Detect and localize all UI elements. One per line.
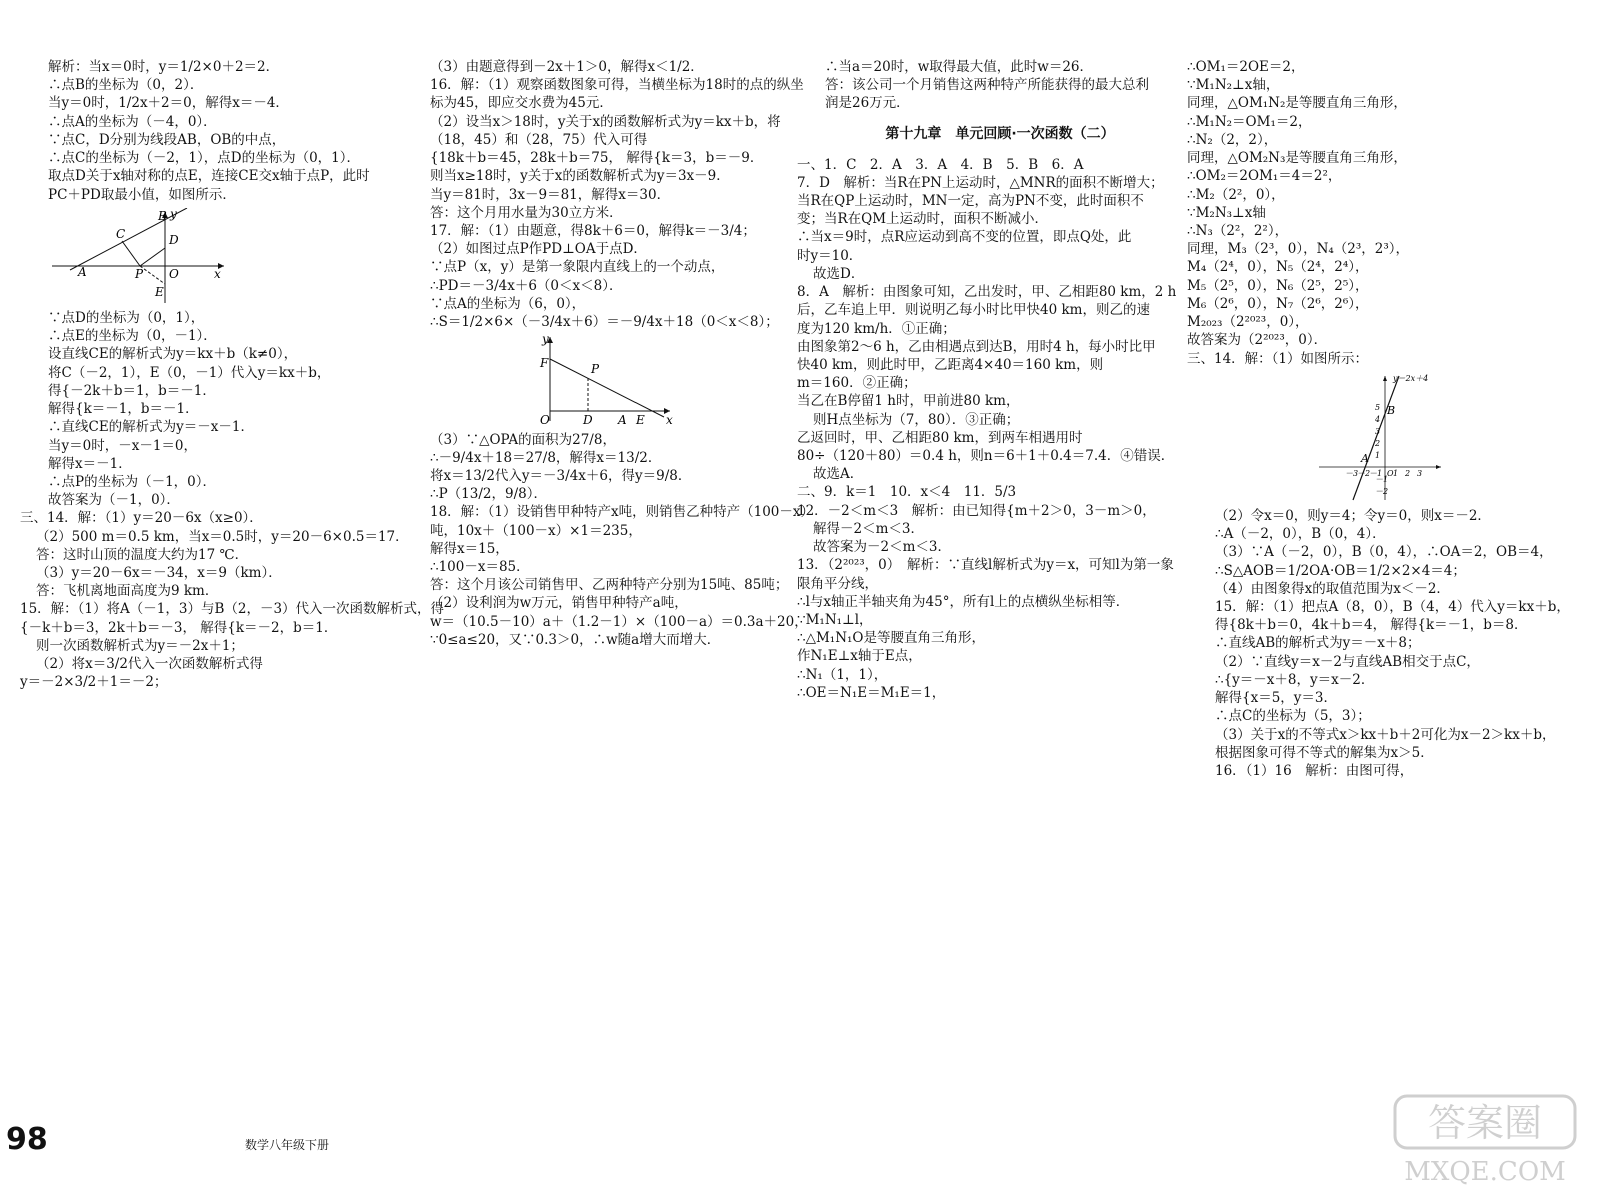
c2-lines-line-7: 当y＝81时，3x－9＝81，解得x＝30． [430, 186, 671, 203]
c2-lines-line-5: {18k＋b＝45，28k＋b＝75， 解得{k＝3，b＝－9． [430, 150, 764, 167]
column-4 [1187, 58, 1585, 780]
c1-lines2-line-10: 故答案为（－1，0）． [48, 492, 180, 509]
c1-lines-line-2: 当y＝0时，1/2x＋2＝0，解得x＝－4． [48, 95, 289, 112]
col2-text-2 [430, 431, 815, 650]
c3-lines2-line-8: 后，乙车追上甲．则说明乙每小时比甲快40 km，则乙的速 [797, 302, 1150, 319]
c1-lines3-line-0: 三、14．解：（1）y＝20－6x（x≥0）． [20, 510, 263, 527]
c4-lines2-line-1: ∴A（－2，0），B（0，4）． [1215, 526, 1386, 543]
c2-lines-line-6: 则当x≥18时，y关于x的函数解析式为y＝3x－9． [430, 168, 730, 185]
c1-lines3-line-5: 15．解：（1）将A（－1，3）与B（2，－3）代入一次函数解析式，得 [20, 601, 445, 618]
c3-lines2-line-23: 限角平分线， [797, 575, 878, 592]
col2-text [430, 58, 804, 331]
fig3-xtick: －2 [1357, 468, 1371, 478]
c2-lines2-line-8: 答：这个月该公司销售甲、乙两种特产分别为15吨、85吨； [430, 577, 789, 594]
c1-lines2-line-3: 将C（－2，1），E（0，－1）代入y＝kx＋b， [48, 364, 331, 381]
c3-lines2-line-15: 乙返回时，甲、乙相距80 km，到两车相遇用时 [797, 429, 1083, 446]
fig1-label-o: O [169, 266, 179, 281]
c2-lines-line-10: （2）如图过点P作PD⊥OA于点D． [430, 241, 647, 258]
c4-lines2-line-10: 解得{x＝5，y＝3． [1215, 690, 1338, 707]
page-number: 98 [6, 1122, 48, 1157]
c1-lines2-line-0: ∵点D的坐标为（0，1）， [48, 309, 205, 326]
c2-lines-line-1: 16．解：（1）观察函数图象可得，当横坐标为18时的点的纵坐 [430, 77, 804, 94]
fig1-label-e: E [155, 284, 164, 299]
c2-lines-line-0: （3）由题意得到－2x＋1＞0，解得x＜1/2． [430, 59, 704, 75]
fig2-label-x: x [666, 413, 673, 426]
col4-text-2 [1215, 507, 1585, 780]
fig2-label-e: E [636, 413, 645, 426]
col1-text-2 [48, 309, 388, 509]
c2-lines2-line-6: 解得x＝15， [430, 540, 509, 557]
c4-lines2-line-3: ∴S△AOB＝1/2OA·OB＝1/2×2×4＝4； [1215, 562, 1466, 579]
c4-lines2-line-5: 15．解：（1）把点A（8，0），B（4，4）代入y＝kx＋b， [1215, 599, 1570, 616]
c4-lines-line-2: 同理，△OM₁N₂是等腰直角三角形， [1187, 95, 1407, 112]
c1-lines-line-6: 取点D关于x轴对称的点E，连接CE交x轴于点P，此时 [48, 168, 370, 185]
column-1 [20, 58, 445, 692]
c1-lines3-line-6: {－k＋b＝3，2k＋b＝－3， 解得{k＝－2，b＝1． [20, 619, 338, 636]
c3-lines2-line-7: 8．A 解析：由图象可知，乙出发时，甲、乙相距80 km，2 h [797, 284, 1177, 301]
fig3-xtick: 3 [1417, 468, 1423, 478]
c4-lines-line-4: ∴N₂（2，2）， [1187, 131, 1278, 148]
fig1-label-b: B [158, 208, 167, 223]
watermark-url: MXQE.COM [1404, 1157, 1566, 1187]
c2-lines-line-4: （18，45）和（28，75）代入可得 [430, 131, 648, 148]
fig3-ytick: 5 [1375, 402, 1381, 412]
c3-lines2-line-17: 故选A． [813, 466, 864, 483]
c3-lines2-line-2: 当R在QP上运动时，MN一定，高为PN不变，此时面积不 [797, 192, 1144, 209]
c3-lines2-line-22: 13．（2²⁰²³，0） 解析：∵直线l解析式为y＝x，可知l为第一象 [797, 557, 1174, 574]
fig3-ytick: －1 [1375, 474, 1389, 484]
c2-lines2-line-5: 吨，10x＋（100－x）×1＝235， [430, 522, 642, 539]
c1-lines-line-0: 解析：当x＝0时，y＝1/2×0＋2＝2． [48, 59, 280, 75]
col1-text-3 [20, 509, 445, 691]
c4-lines-line-10: 同理，M₃（2³，0），N₄（2³，2³）， [1187, 241, 1410, 258]
column-2 [430, 58, 815, 649]
c3-lines2-line-24: ∴l与x轴正半轴夹角为45°，所有l上的点横纵坐标相等． [797, 593, 1130, 610]
fig1-label-y: y [170, 207, 177, 221]
c3-lines2-line-12: m＝160．②正确； [797, 375, 917, 392]
c3-lines-line-0: ∴当a＝20时，w取得最大值，此时w＝26． [825, 59, 1094, 75]
c4-lines2-line-0: （2）令x＝0，则y＝4；令y＝0，则x＝－2． [1215, 507, 1491, 524]
c4-lines-line-13: M₆（2⁶，0），N₇（2⁶，2⁶）， [1187, 295, 1369, 312]
c2-lines2-line-10: w＝（10.5－10）a＋（1.2－1）×（100－a）＝0.3a＋20， [430, 613, 808, 630]
c4-lines2-line-2: （3）∵A（－2，0），B（0，4），∴OA＝2，OB＝4， [1215, 544, 1553, 561]
c3-lines2-line-0: 一、1．C 2．A 3．A 4．B 5．B 6．A [797, 156, 1084, 173]
c2-lines2-line-7: ∴100－x＝85． [430, 559, 530, 576]
c2-lines-line-13: ∵点A的坐标为（6，0）， [430, 295, 586, 312]
fig3-ytick: －2 [1375, 486, 1389, 496]
fig3-label-o: O [1387, 468, 1394, 478]
c3-lines2-line-21: 故答案为－2＜m＜3． [813, 539, 951, 556]
c2-lines-line-8: 答：这个月用水量为30立方米． [430, 204, 623, 221]
c2-lines-line-9: 17．解：（1）由题意，得8k＋6＝0，解得k＝－3/4； [430, 222, 756, 239]
col4-text [1187, 58, 1585, 368]
col1-text [48, 58, 388, 204]
fig1-label-a: A [78, 264, 87, 279]
fig3-xtick: －3 [1345, 468, 1359, 478]
c4-lines2-line-14: 16．（1）16 解析：由图可得， [1215, 763, 1414, 779]
c1-lines2-line-6: ∴直线CE的解析式为y＝－x－1． [48, 419, 255, 436]
c1-lines3-line-3: （3）y＝20－6x＝－34，x＝9（km）． [36, 565, 282, 582]
c3-lines2-line-20: 解得－2＜m＜3． [813, 520, 924, 537]
fig3-label-a: A [1361, 451, 1369, 465]
c2-lines2-line-1: ∴－9/4x＋18＝27/8，解得x＝13/2． [430, 449, 662, 466]
c3-lines2-line-18: 二、9．k＝1 10．x＜4 11．5/3 [797, 484, 1017, 501]
c4-lines-line-8: ∵M₂N₃⊥x轴 [1187, 204, 1266, 221]
c2-lines-line-3: （2）设当x＞18时，y关于x的函数解析式为y＝kx＋b，将 [430, 113, 781, 130]
fig1-label-d: D [169, 232, 179, 247]
c1-lines-line-7: PC＋PD取最小值，如图所示． [48, 186, 236, 203]
c2-lines2-line-0: （3）∵△OPA的面积为27/8， [430, 431, 616, 448]
fig2-label-y: y [542, 333, 549, 347]
col3-text [825, 58, 1175, 113]
c4-lines-line-14: M₂₀₂₃（2²⁰²³，0）， [1187, 314, 1309, 331]
c3-lines2-line-11: 快40 km，则此时甲，乙距离4×40＝160 km，则 [797, 356, 1104, 373]
c4-lines-line-5: 同理，△OM₂N₃是等腰直角三角形， [1187, 150, 1407, 167]
c3-lines2-line-26: ∴△M₁N₁O是等腰直角三角形， [797, 630, 985, 647]
chapter-heading: 第十九章 单元回顾·一次函数（二） [885, 125, 1115, 142]
c3-lines2-line-4: ∴当x＝9时，点R应运动到高不变的位置，即点Q处，此 [797, 229, 1132, 246]
c2-lines2-line-3: ∴P（13/2，9/8）． [430, 486, 547, 503]
c1-lines-line-1: ∴点B的坐标为（0，2）． [48, 77, 204, 94]
fig3-xtick: 2 [1405, 468, 1411, 478]
c2-lines2-line-9: （2）设利润为w万元，销售甲种特产a吨， [430, 595, 688, 612]
c1-lines-line-3: ∴点A的坐标为（－4，0）． [48, 113, 217, 130]
c3-lines2-line-19: 12．－2＜m＜3 解析：由已知得{m＋2＞0，3－m＞0， [797, 502, 1156, 519]
c4-lines2-line-12: （3）关于x的不等式x＞kx＋b＋2可化为x－2＞kx＋b， [1215, 726, 1556, 743]
c4-lines2-line-7: ∴直线AB的解析式为y＝－x＋8； [1215, 635, 1421, 652]
c1-lines2-line-4: 得{－2k＋b＝1，b＝－1． [48, 382, 216, 399]
c3-lines2-line-29: ∴OE＝N₁E＝M₁E＝1， [797, 684, 946, 701]
watermark-logo [1385, 1088, 1585, 1188]
column-3 [797, 58, 1177, 702]
watermark-text: 答案圈 [1427, 1101, 1543, 1145]
c4-lines-line-0: ∴OM₁＝2OE＝2， [1187, 59, 1305, 75]
fig3-ytick: 4 [1375, 414, 1381, 424]
c1-lines2-line-9: ∴点P的坐标为（－1，0）． [48, 473, 217, 490]
c2-lines-line-12: ∴PD＝－3/4x＋6（0＜x＜8）． [430, 277, 623, 294]
c3-lines2-line-16: 80÷（120＋80）＝0.4 h，则n＝6＋1＋0.4＝7.4．④错误． [797, 448, 1175, 465]
c4-lines-line-1: ∵M₁N₂⊥x轴， [1187, 77, 1280, 94]
c4-lines2-line-8: （2）∵直线y＝x－2与直线AB相交于点C， [1215, 653, 1480, 670]
c2-lines-line-14: ∴S＝1/2×6×（－3/4x＋6）＝－9/4x＋18（0＜x＜8）； [430, 314, 779, 331]
fig1-label-c: C [116, 226, 126, 241]
c3-lines2-line-1: 7．D 解析：当R在PN上运动时，△MNR的面积不断增大； [797, 174, 1164, 191]
fig2-label-a: A [618, 413, 627, 426]
c3-lines2-line-25: ∵M₁N₁⊥l， [797, 612, 873, 629]
c4-lines-line-9: ∴N₃（2²，2²）， [1187, 222, 1289, 239]
fig3-xtick: 1 [1393, 468, 1399, 478]
c1-lines3-line-8: （2）将x＝3/2代入一次函数解析式得 [36, 656, 263, 673]
c1-lines-line-4: ∵点C，D分别为线段AB，OB的中点， [48, 131, 286, 148]
c3-lines2-line-27: 作N₁E⊥x轴于E点， [797, 648, 922, 665]
fig3-label-b: B [1387, 403, 1396, 417]
c4-lines-line-15: 故答案为（2²⁰²³，0）． [1187, 332, 1328, 349]
c1-lines3-line-2: 答：这时山顶的温度大约为17 ℃． [36, 546, 249, 563]
c1-lines3-line-1: （2）500 m＝0.5 km，当x＝0.5时，y＝20－6×0.5＝17． [36, 528, 409, 545]
c4-lines2-line-4: （4）由图象得x的取值范围为x＜－2． [1215, 580, 1450, 597]
fig2-label-o: O [540, 413, 550, 426]
fig2-label-p: P [591, 362, 600, 377]
c3-lines2-line-9: 度为120 km/h．①正确； [797, 320, 956, 337]
c2-lines-line-2: 标为45，即应交水费为45元． [430, 95, 613, 112]
c3-lines2-line-28: ∴N₁（1，1）， [797, 666, 888, 683]
c3-lines-line-1: 答：该公司一个月销售这两种特产所能获得的最大总利 [825, 77, 1149, 94]
c1-lines-line-5: ∴点C的坐标为（－2，1），点D的坐标为（0，1）． [48, 150, 361, 167]
c3-lines2-line-13: 当乙在B停留1 h时，甲前进80 km， [797, 393, 1020, 410]
c3-lines2-line-3: 变；当R在QM上运动时，面积不断减小． [797, 211, 1049, 228]
c3-lines2-line-14: 则H点坐标为（7，80）．③正确； [813, 411, 1020, 428]
c4-lines-line-7: ∴M₂（2²，0）， [1187, 186, 1285, 203]
c2-lines2-line-2: 将x＝13/2代入y＝－3/4x＋6，得y＝9/8． [430, 467, 692, 484]
c4-lines-line-12: M₅（2⁵，0），N₆（2⁵，2⁵）， [1187, 277, 1369, 294]
fig2-label-d: D [583, 413, 593, 426]
figure-2-line-diagram [538, 333, 678, 425]
fig3-xtick: －1 [1369, 468, 1383, 478]
c4-lines-line-6: ∴OM₂＝2OM₁＝4＝2²， [1187, 168, 1342, 185]
fig1-label-p: P [135, 266, 144, 281]
c2-lines2-line-11: ∵0≤a≤20，又∵0.3＞0，∴w随a增大而增大． [430, 631, 721, 648]
c4-lines2-line-9: ∴{y＝－x＋8，y＝x－2． [1215, 671, 1375, 688]
c1-lines2-line-2: 设直线CE的解析式为y＝kx＋b（k≠0）， [48, 346, 298, 363]
c1-lines3-line-4: 答：飞机离地面高度为9 km． [36, 583, 219, 600]
c2-lines2-line-4: 18．解：（1）设销售甲种特产x吨，则销售乙种特产（100－x） [430, 504, 815, 521]
c4-lines2-line-13: 根据图象可得不等式的解集为x＞5． [1215, 744, 1434, 761]
c1-lines2-line-8: 解得x＝－1． [48, 455, 132, 472]
figure-3-graph [1315, 372, 1445, 502]
fig3-ytick: 3 [1375, 426, 1381, 436]
figure-1-coordinate-diagram [52, 208, 232, 304]
fig3-ytick: 1 [1375, 450, 1381, 460]
c3-lines-line-2: 润是26万元． [825, 95, 910, 112]
c4-lines2-line-11: ∴点C的坐标为（5，3）； [1215, 708, 1371, 725]
book-title: 数学八年级下册 [245, 1138, 330, 1152]
fig1-label-x: x [214, 266, 221, 281]
fig3-line-label: y＝2x＋4 [1393, 373, 1429, 383]
col3-text-2 [797, 156, 1175, 703]
c1-lines2-line-7: 当y＝0时，－x－1＝0， [48, 437, 198, 454]
c3-lines2-line-10: 由图象第2～6 h，乙由相遇点到达B，用时4 h，每小时比甲 [797, 338, 1156, 355]
c3-lines2-line-6: 故选D． [813, 265, 865, 282]
c2-lines-line-11: ∵点P（x，y）是第一象限内直线上的一个动点， [430, 259, 725, 276]
fig2-label-f: F [540, 356, 549, 371]
c1-lines3-line-7: 则一次函数解析式为y＝－2x＋1； [36, 637, 244, 654]
c3-lines2-line-5: 时y＝10． [797, 247, 863, 264]
c4-lines-line-16: 三、14．解：（1）如图所示： [1187, 350, 1369, 367]
c4-lines2-line-6: 得{8k＋b＝0，4k＋b＝4， 解得{k＝－1，b＝8． [1215, 617, 1528, 634]
c1-lines2-line-1: ∴点E的坐标为（0，－1）． [48, 328, 217, 345]
c1-lines2-line-5: 解得{k＝－1，b＝－1． [48, 401, 199, 418]
c4-lines-line-11: M₄（2⁴，0），N₅（2⁴，2⁴）， [1187, 259, 1369, 276]
c4-lines-line-3: ∴M₁N₂＝OM₁＝2， [1187, 113, 1312, 130]
fig3-ytick: 2 [1375, 438, 1381, 448]
c1-lines3-line-9: y＝－2×3/2＋1＝－2； [20, 674, 168, 691]
